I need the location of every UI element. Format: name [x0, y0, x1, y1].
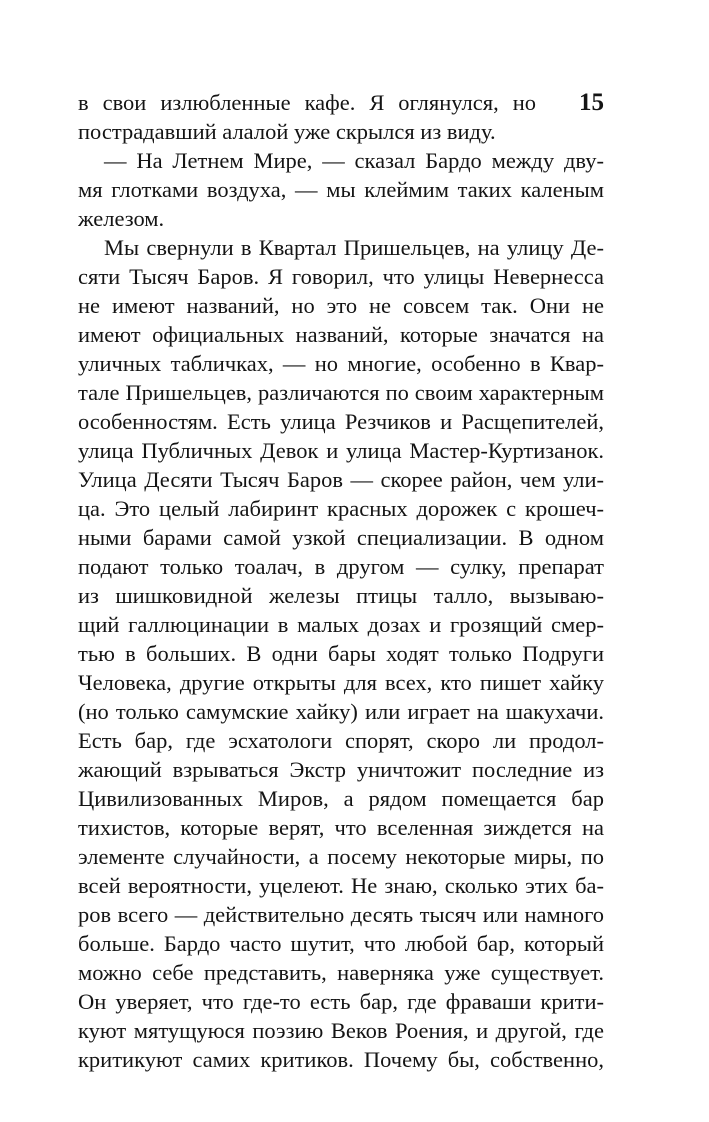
- text-line: Он уверяет, что где-то есть бар, где фраваши крити-: [78, 989, 604, 1014]
- text-line: всей вероятности, уцелеют. Не знаю, сколько этих ба-: [78, 873, 604, 898]
- page-number: 15: [579, 89, 604, 116]
- text-line: подают только тоалач, в другом — сулку, препарат: [78, 554, 604, 579]
- text-line: (но только самумские хайку) или играет на шакухачи.: [78, 699, 604, 724]
- text-line: улица Публичных Девок и улица Мастер-Куртизанок.: [78, 438, 604, 463]
- text-line: ров всего — действительно десять тысяч или намного: [78, 902, 604, 927]
- text-line: ными барами самой узкой специализации. В одном: [78, 525, 604, 550]
- text-line: элементе случайности, а посему некоторые миры, по: [78, 844, 604, 869]
- text-line: жающий взрываться Экстр уничтожит последние из: [78, 757, 604, 782]
- text-line: тале Пришельцев, различаются по своим характерным: [78, 380, 604, 405]
- text-line: пострадавший алалой уже скрылся из виду.: [78, 119, 496, 144]
- text-line: мя глотками воздуха, — мы клеймим таких каленым: [78, 177, 604, 202]
- text-line: больше. Бардо часто шутит, что любой бар, который: [78, 931, 604, 956]
- text-line: тью в больших. В одни бары ходят только Подруги: [78, 641, 604, 666]
- text-line: Цивилизованных Миров, а рядом помещается бар: [78, 786, 604, 811]
- text-line: Мы свернули в Квартал Пришельцев, на улицу Де-: [104, 235, 604, 260]
- text-line: ца. Это целый лабиринт красных дорожек с крошеч-: [78, 496, 604, 521]
- text-line: имеют официальных названий, которые значатся на: [78, 322, 604, 347]
- text-line: из шишковидной железы птицы талло, вызываю-: [78, 583, 604, 608]
- text-line: куют мятущуюся поэзию Веков Роения, и другой, где: [78, 1018, 604, 1043]
- body-text: [78, 88, 604, 1074]
- text-line: железом.: [78, 206, 165, 231]
- text-line: особенностям. Есть улица Резчиков и Расщепителей,: [78, 409, 604, 434]
- text-line: Улица Десяти Тысяч Баров — скорее район, чем ули-: [78, 467, 604, 492]
- text-line: Человека, другие открыты для всех, кто пишет хайку: [78, 670, 604, 695]
- text-line: можно себе представить, наверняка уже существует.: [78, 960, 604, 985]
- text-line: не имеют названий, но это не совсем так. Они не: [78, 293, 604, 318]
- text-line: критикуют самих критиков. Почему бы, собственно,: [78, 1047, 604, 1072]
- text-line: щий галлюцинации в малых дозах и грозящий смер-: [78, 612, 604, 637]
- text-line: — На Летнем Мире, — сказал Бардо между дву-: [104, 148, 604, 173]
- text-line: уличных табличках, — но многие, особенно в Квар-: [78, 351, 604, 376]
- text-line: в свои излюбленные кафе. Я оглянулся, но: [78, 90, 536, 115]
- text-line: Есть бар, где эсхатологи спорят, скоро ли продол-: [78, 728, 604, 753]
- text-line: сяти Тысяч Баров. Я говорил, что улицы Невернесса: [78, 264, 604, 289]
- text-line: тихистов, которые верят, что вселенная зиждется на: [78, 815, 604, 840]
